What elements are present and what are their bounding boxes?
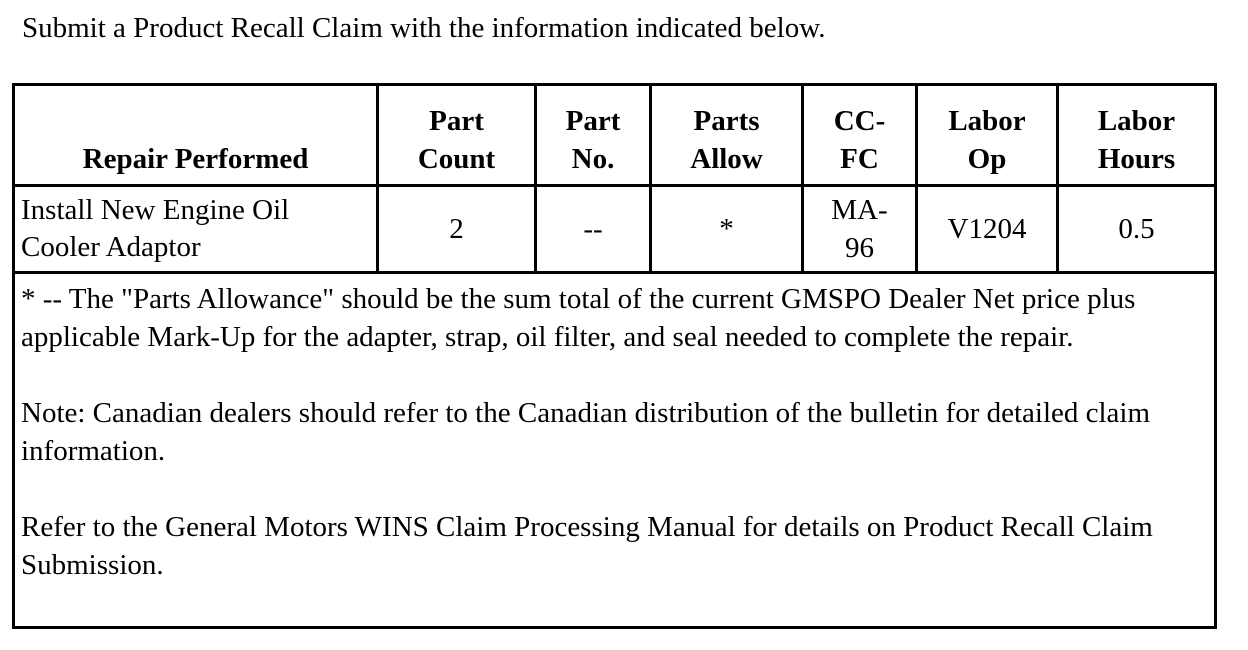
header-cc-fc-line-1: CC- <box>833 105 886 137</box>
wins-manual-note: Refer to the General Motors WINS Claim Processing Manual for details on Product Recall Claim Submission. <box>21 511 1153 581</box>
header-part-no-line-1: Part <box>565 105 621 137</box>
header-cc-fc-line-2: FC <box>840 143 879 175</box>
cell-repair-performed <box>14 186 378 273</box>
cell-cc-fc-line-2: 96 <box>845 232 874 264</box>
cell-part-count: 2 <box>378 186 536 273</box>
header-part-count-line-2: Count <box>417 143 496 175</box>
header-labor-hours-line-1: Labor <box>1097 105 1176 137</box>
header-repair-performed-line-1: Repair Performed <box>82 143 309 175</box>
cell-cc-fc-line-1: MA- <box>831 194 888 226</box>
header-labor-op-line-1: Labor <box>948 105 1026 137</box>
header-repair-performed <box>14 85 378 186</box>
header-part-no-line-2: No. <box>571 143 615 175</box>
canadian-dealers-note: Note: Canadian dealers should refer to the Canadian distribution of the bulletin for detailed claim information. <box>21 397 1151 467</box>
cell-repair-line-1: Install New Engine Oil <box>21 194 290 226</box>
cell-parts-allow: * <box>651 186 803 273</box>
notes-cell <box>14 273 1216 628</box>
parts-allowance-note: * -- The "Parts Allowance" should be the sum total of the current GMSPO Dealer Net price plus applicable Mark-Up for the adapter, strap, oil filter, and seal needed to complete the repair. <box>21 283 1136 353</box>
header-parts-allow <box>651 85 803 186</box>
table-header-row <box>14 85 1216 186</box>
header-labor-hours <box>1058 85 1216 186</box>
header-parts-allow-line-2: Allow <box>690 143 763 175</box>
header-part-count-line-1: Part <box>429 105 484 137</box>
cell-part-no: -- <box>536 186 651 273</box>
cell-labor-op: V1204 <box>917 186 1058 273</box>
table-row <box>14 186 1216 273</box>
cell-cc-fc <box>803 186 917 273</box>
header-parts-allow-line-1: Parts <box>693 105 760 137</box>
header-labor-op <box>917 85 1058 186</box>
cell-labor-hours: 0.5 <box>1058 186 1216 273</box>
header-part-count <box>378 85 536 186</box>
header-part-no <box>536 85 651 186</box>
notes-row <box>14 273 1216 628</box>
header-labor-op-line-2: Op <box>967 143 1007 175</box>
intro-text: Submit a Product Recall Claim with the information indicated below. <box>22 12 826 44</box>
header-cc-fc <box>803 85 917 186</box>
header-labor-hours-line-2: Hours <box>1097 143 1176 175</box>
recall-claim-table <box>12 83 1217 629</box>
cell-repair-line-2: Cooler Adaptor <box>21 231 201 263</box>
